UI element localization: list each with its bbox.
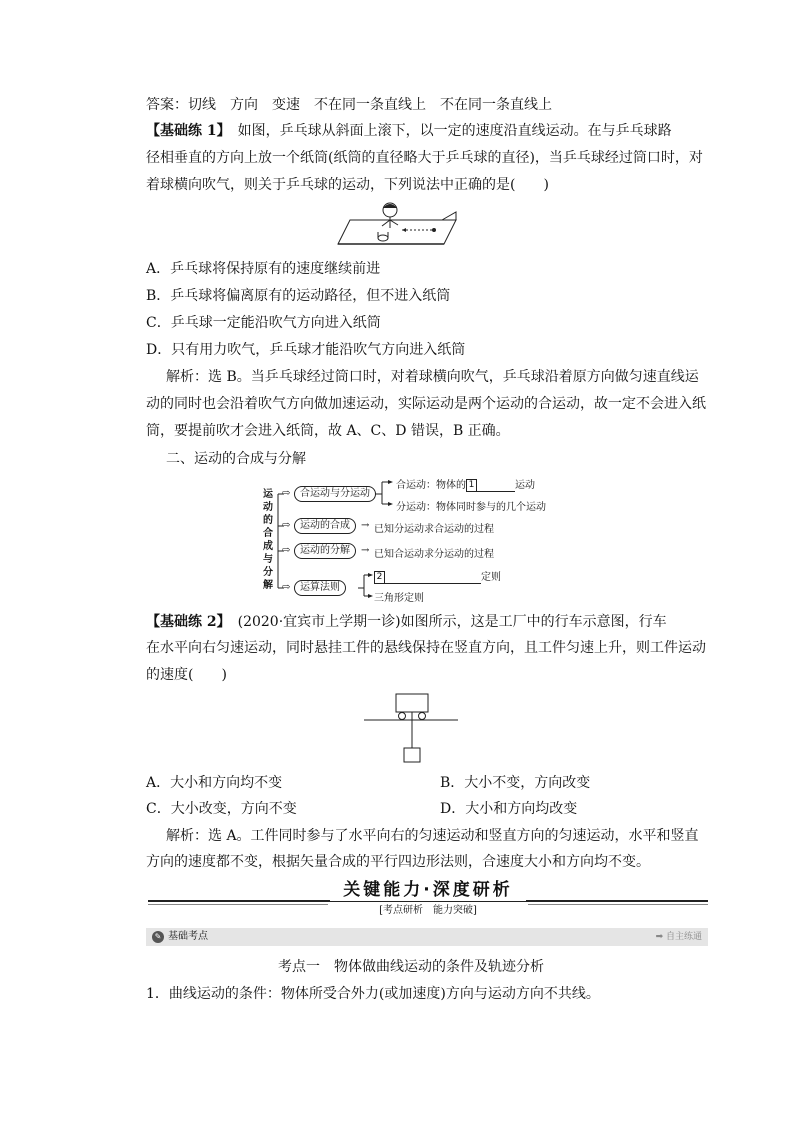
diagram-rule-parallelogram [374, 568, 501, 584]
section-2-title: 二、运动的合成与分解 [166, 451, 306, 467]
diagram-box-composition: 运动的合成 [294, 518, 356, 534]
exercise-1-line-2: 径相垂直的方向上放一个纸筒(纸筒的直径略大于乒乓球的直径)，当乒乓球经过筒口时，对 [146, 150, 703, 166]
exercise-1-line-3: 着球横向吹气，则关于乒乓球的运动，下列说法中正确的是( ) [146, 177, 549, 193]
exercise-1-text-1: 如图，乒乓球从斜面上滚下，以一定的速度沿直线运动。在与乒乓球路 [223, 123, 672, 139]
topic-1-point-1: 1．曲线运动的条件：物体所受合外力(或加速度)方向与运动方向不共线。 [146, 986, 600, 1002]
band-left-label: 基础考点 [168, 931, 208, 942]
exercise-2-analysis-2: 方向的速度都不变，根据矢量合成的平行四边形法则，合速度大小和方向均不变。 [146, 854, 650, 870]
exercise-2-text-1: (2020·宜宾市上学期一诊)如图所示，这是工厂中的行车示意图，行车 [223, 614, 667, 630]
exercise-1-label: 【基础练 1】 [146, 123, 224, 139]
diagram-resultant-suffix: 运动 [515, 480, 535, 491]
diagram-title-char: 分 [263, 567, 273, 578]
exercise-1-analysis-1: 解析：选 B。当乒乓球经过筒口时，对着球横向吹气，乒乓球沿着原方向做匀速直线运 [166, 369, 699, 385]
banner-title: 关键能力·深度研析 [330, 879, 526, 901]
diagram-rule-triangle: 三角形定则 [374, 593, 424, 604]
blank-underline [385, 583, 481, 584]
ping-pong-figure [330, 198, 462, 250]
arrow-icon: ⇨ [282, 520, 291, 531]
option-d: D．只有用力吹气，乒乓球才能沿吹气方向进入纸筒 [146, 342, 466, 358]
exercise-2-label: 【基础练 2】 [146, 614, 224, 630]
blank-number-1: 1 [466, 479, 477, 492]
diagram-decomposition-text: 已知合运动求分运动的过程 [374, 549, 494, 560]
pencil-icon: ✎ [152, 931, 164, 943]
band-right-label: 自主练通 [665, 932, 702, 942]
arrow-icon: → [361, 520, 370, 531]
exercise-1-line-1 [146, 122, 672, 140]
diagram-box-composition-decomposition: 合运动与分运动 [294, 486, 376, 502]
section-banner [148, 879, 708, 919]
diagram-composition-text: 已知分运动求合运动的过程 [374, 524, 494, 535]
blank-underline [477, 491, 515, 492]
exercise-2-analysis-1: 解析：选 A。工件同时参与了水平向右的匀速运动和竖直方向的匀速运动，水平和竖直 [166, 828, 699, 844]
diagram-resultant-motion [396, 476, 535, 492]
exercise-2-line-3: 的速度( ) [146, 667, 227, 683]
exercise-2-option-c: C．大小改变，方向不变 [146, 801, 297, 817]
arrow-icon: → [361, 545, 370, 556]
diagram-title-char: 动 [263, 502, 273, 513]
option-c: C．乒乓球一定能沿吹气方向进入纸筒 [146, 315, 381, 331]
exercise-2-option-d: D．大小和方向均改变 [440, 801, 578, 817]
diagram-title-char: 运 [263, 489, 273, 500]
exercise-2-option-a: A．大小和方向均不变 [146, 775, 283, 791]
crane-figure [364, 688, 460, 768]
topic-1-title: 考点一 物体做曲线运动的条件及轨迹分析 [278, 959, 544, 975]
diagram-title-char: 与 [263, 554, 273, 565]
option-a: A．乒乓球将保持原有的速度继续前进 [146, 261, 381, 277]
exercise-1-analysis-3: 筒，要提前吹才会进入纸筒，故 A、C、D 错误，B 正确。 [146, 423, 510, 439]
band-right [656, 928, 702, 946]
concept-diagram [260, 474, 560, 604]
diagram-title-char: 合 [263, 528, 273, 539]
diagram-title-char: 解 [263, 580, 273, 591]
exercise-2-line-1 [146, 613, 667, 631]
diagram-rule-suffix: 定则 [481, 572, 501, 583]
diagram-title-char: 的 [263, 515, 273, 526]
diagram-title-char: 成 [263, 541, 273, 552]
blank-number-2: 2 [374, 571, 385, 584]
exercise-1-analysis-2: 动的同时也会沿着吹气方向做加速运动，实际运动是两个运动的合运动，故一定不会进入纸 [146, 396, 706, 412]
topic-band [146, 928, 708, 946]
arrow-right-icon: ➡ [655, 932, 666, 942]
diagram-component-motion: 分运动：物体同时参与的几个运动 [396, 502, 546, 513]
option-b: B．乒乓球将偏离原有的运动路径，但不进入纸筒 [146, 288, 451, 304]
answer-line: 答案：切线 方向 变速 不在同一条直线上 不在同一条直线上 [146, 97, 552, 113]
arrow-icon: ⇨ [282, 582, 291, 593]
diagram-resultant-prefix: 合运动：物体的 [396, 480, 466, 491]
diagram-box-rules: 运算法则 [294, 580, 346, 596]
banner-subtitle: [考点研析 能力突破] [328, 903, 528, 918]
diagram-box-decomposition: 运动的分解 [294, 543, 356, 559]
exercise-2-option-b: B．大小不变，方向改变 [440, 775, 591, 791]
arrow-icon: ⇨ [282, 488, 291, 499]
exercise-2-line-2: 在水平向右匀速运动，同时悬挂工件的悬线保持在竖直方向，且工件匀速上升，则工件运动 [146, 640, 706, 656]
arrow-icon: ⇨ [282, 545, 291, 556]
